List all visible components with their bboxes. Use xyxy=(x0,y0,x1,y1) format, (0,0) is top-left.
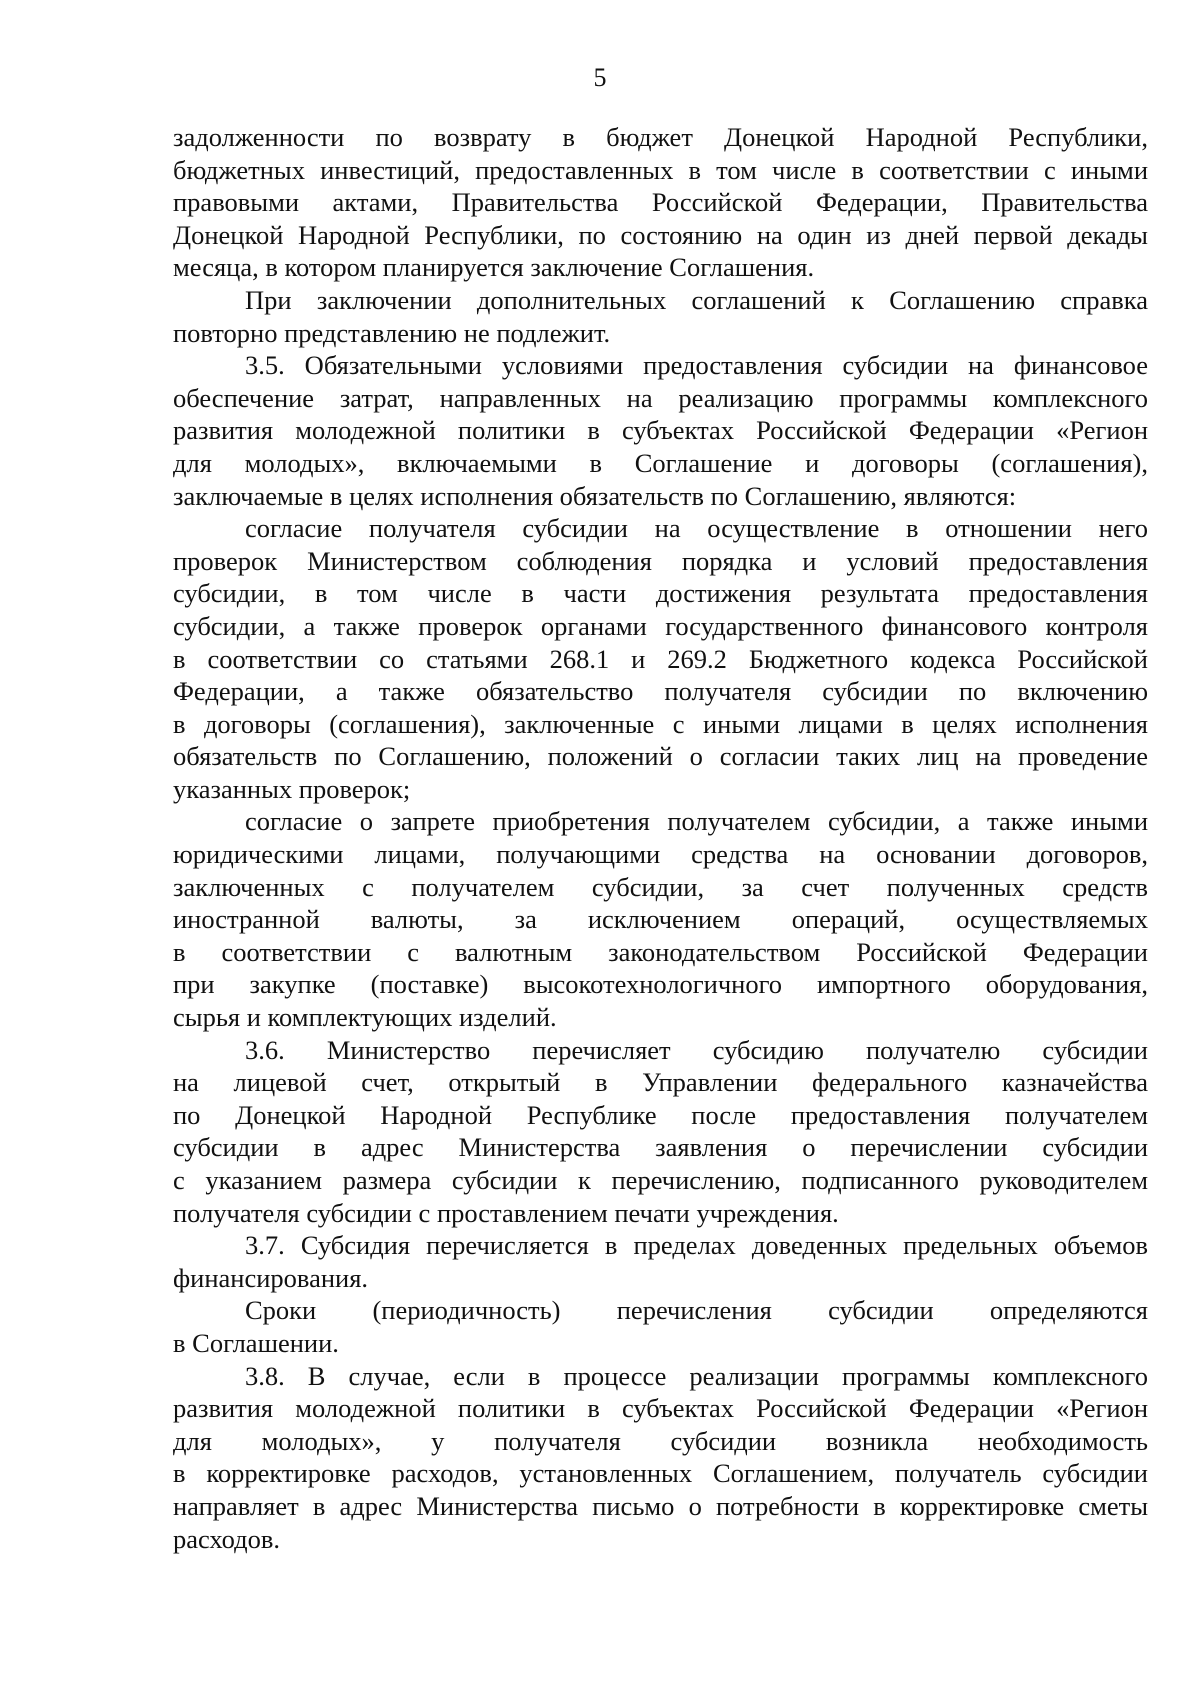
text-line: развития молодежной политики в субъектах Российской Федерации «Регион xyxy=(173,1393,1148,1424)
text-line: 3.6. Министерство перечисляет субсидию получателю субсидии xyxy=(245,1034,1148,1065)
paragraph xyxy=(173,349,1148,512)
text-line: При заключении дополнительных соглашений к Соглашению справка xyxy=(245,284,1148,315)
document-body xyxy=(173,121,1148,1555)
text-line: на лицевой счет, открытый в Управлении федерального казначейства xyxy=(173,1067,1148,1098)
text-line: месяца, в котором планируется заключение Соглашения. xyxy=(173,252,815,283)
text-line: в договоры (соглашения), заключенные с иными лицами в целях исполнения xyxy=(173,708,1148,739)
text-line: Донецкой Народной Республики, по состоянию на один из дней первой декады xyxy=(173,219,1148,250)
text-line: обязательств по Соглашению, положений о согласии таких лиц на проведение xyxy=(173,741,1148,772)
text-line: Федерации, а также обязательство получателя субсидии по включению xyxy=(173,676,1148,707)
paragraph xyxy=(173,1229,1148,1294)
text-line: в корректировке расходов, установленных Соглашением, получатель субсидии xyxy=(173,1458,1148,1489)
text-line: 3.5. Обязательными условиями предоставления субсидии на финансовое xyxy=(245,350,1148,381)
page-number: 5 xyxy=(593,63,607,92)
text-line: бюджетных инвестиций, предоставленных в том числе в соответствии с иными xyxy=(173,154,1148,185)
paragraph xyxy=(173,512,1148,805)
paragraph xyxy=(173,1034,1148,1230)
text-line: 3.8. В случае, если в процессе реализации программы комплексного xyxy=(245,1360,1148,1391)
paragraph xyxy=(173,121,1148,284)
text-line: сырья и комплектующих изделий. xyxy=(173,1002,557,1033)
text-line: задолженности по возврату в бюджет Донецкой Народной Республики, xyxy=(173,122,1148,152)
paragraph xyxy=(173,284,1148,349)
text-line: при закупке (поставке) высокотехнологичного импортного оборудования, xyxy=(173,969,1148,1000)
paragraph xyxy=(173,1360,1148,1556)
text-line: правовыми актами, Правительства Российской Федерации, Правительства xyxy=(173,187,1148,218)
text-line: получателя субсидии с проставлением печати учреждения. xyxy=(173,1197,839,1228)
text-line: Сроки (периодичность) перечисления субсидии определяются xyxy=(245,1295,1148,1326)
text-line: субсидии, в том числе в части достижения результата предоставления xyxy=(173,578,1148,609)
text-line: в соответствии со статьями 268.1 и 269.2 Бюджетного кодекса Российской xyxy=(173,643,1148,674)
text-line: субсидии, а также проверок органами государственного финансового контроля xyxy=(173,610,1148,641)
text-line: указанных проверок; xyxy=(173,773,411,804)
text-line: обеспечение затрат, направленных на реализацию программы комплексного xyxy=(173,382,1148,413)
text-line: для молодых», у получателя субсидии возникла необходимость xyxy=(173,1425,1148,1456)
text-line: 3.7. Субсидия перечисляется в пределах доведенных предельных объемов xyxy=(245,1230,1148,1261)
text-line: для молодых», включаемыми в Соглашение и договоры (соглашения), xyxy=(173,447,1148,478)
text-line: согласие получателя субсидии на осуществление в отношении него xyxy=(245,513,1148,544)
text-line: с указанием размера субсидии к перечислению, подписанного руководителем xyxy=(173,1165,1148,1195)
text-line: юридическими лицами, получающими средства на основании договоров, xyxy=(173,839,1148,870)
text-line: расходов. xyxy=(173,1523,281,1554)
text-line: иностранной валюты, за исключением операций, осуществляемых xyxy=(173,904,1148,935)
paragraph xyxy=(173,805,1148,1033)
text-line: финансирования. xyxy=(173,1262,369,1293)
text-line: заключаемые в целях исполнения обязательств по Соглашению, являются: xyxy=(173,480,1017,511)
text-line: в соответствии с валютным законодательством Российской Федерации xyxy=(173,936,1148,967)
text-line: развития молодежной политики в субъектах Российской Федерации «Регион xyxy=(173,415,1148,446)
text-line: субсидии в адрес Министерства заявления о перечислении субсидии xyxy=(173,1132,1148,1163)
text-line: заключенных с получателем субсидии, за счет полученных средств xyxy=(173,871,1148,902)
text-line: проверок Министерством соблюдения порядка и условий предоставления xyxy=(173,545,1148,576)
text-line: по Донецкой Народной Республике после предоставления получателем xyxy=(173,1099,1148,1130)
paragraph xyxy=(173,1294,1148,1359)
text-line: направляет в адрес Министерства письмо о потребности в корректировке сметы xyxy=(173,1490,1148,1521)
text-line: повторно представлению не подлежит. xyxy=(173,317,611,348)
text-line: в Соглашении. xyxy=(173,1327,339,1358)
text-line: согласие о запрете приобретения получателем субсидии, а также иными xyxy=(245,806,1148,837)
